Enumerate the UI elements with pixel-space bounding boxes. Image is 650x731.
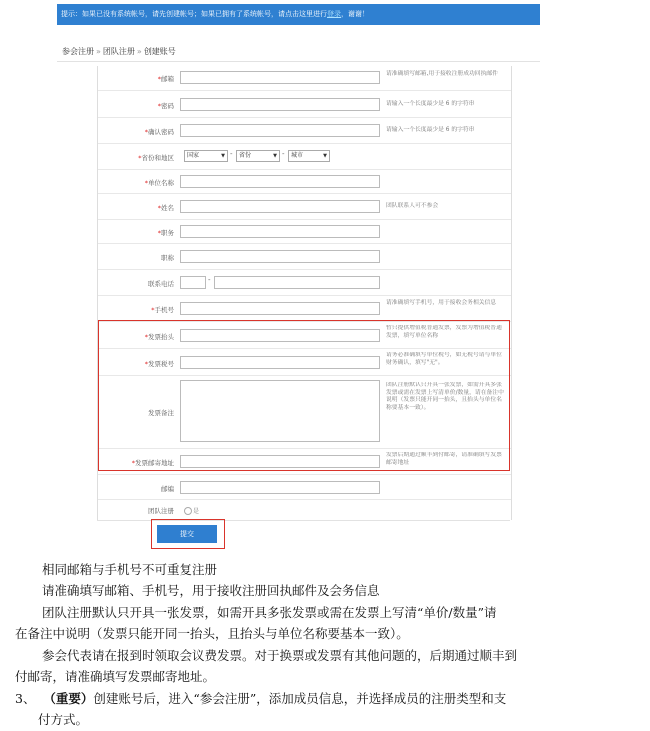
name-hint: 团队联系人可不参会 [386,203,439,209]
form-row-mobile: *手机号 请准确填写手机号，用于接收会务相关信息 [98,296,511,322]
confirm-password-label: 确认密码 [148,128,174,136]
paragraph-4: 参会代表请在报到时领取会议费发票。对于换票或发票有其他问题的，后期通过顺丰到 [42,648,518,663]
step-3 [15,689,506,708]
name-field[interactable] [180,200,380,213]
name-label: 姓名 [161,204,174,212]
login-link[interactable]: 登录 [327,10,341,18]
mailing-address-label: 发票邮寄地址 [135,459,174,467]
email-hint: 请准确填写邮箱,用于接收注册成功回执邮件 [386,71,498,77]
team-register-label: 团队注册 [148,507,174,515]
form-row-password: *密码 请输入一个长度最少是 6 的字符串 [98,91,511,118]
chevron-down-icon: ▼ [323,153,327,159]
breadcrumb-divider [57,61,540,62]
region-label: 省份和地区 [141,154,174,162]
form-row-tax-id: *发票税号 请务必准确填写单位税号，如无税号请与单位财务确认，填写"无"。 [98,349,511,376]
chevron-down-icon: ▼ [221,153,225,159]
postcode-label: 邮编 [161,485,174,493]
paragraph-2: 请准确填写邮箱、手机号，用于接收注册回执邮件及会务信息 [42,583,380,598]
form-row-mailing-address: *发票邮寄地址 发票后期通过顺丰到付邮寄，请准确填写发票邮寄地址 [98,449,511,475]
city-select[interactable]: 城市 ▼ [288,150,330,162]
submit-button[interactable]: 提交 [157,525,217,543]
form-row-name: *姓名 团队联系人可不参会 [98,194,511,220]
step-number: 3、 [15,691,36,706]
form-row-organization: *单位名称 [98,170,511,194]
form-row-invoice-title: *发票抬头 暂只提供增值税普通发票，发票为增值税普通发票，填写单位名称 [98,322,511,349]
step-3-cont: 付方式。 [38,712,89,727]
team-register-radio-label: 是 [193,508,200,515]
paragraph-3: 团队注册默认只开具一张发票，如需开具多张发票或需在发票上写清“单价/数量”请 [42,605,497,620]
paragraph-4-cont: 付邮寄，请准确填写发票邮寄地址。 [15,669,216,684]
position-field[interactable] [180,225,380,238]
mobile-hint: 请准确填写手机号，用于接收会务相关信息 [386,300,497,306]
password-field[interactable] [180,98,380,111]
form-row-postcode [98,475,511,500]
email-field[interactable] [180,71,380,84]
paragraph-3-cont: 在备注中说明（发票只能开同一抬头，且抬头与单位名称要基本一致）。 [15,626,409,641]
form-row-region: *省份和地区 国家 ▼ - 省份 ▼ - 城市 ▼ [98,144,511,170]
form-row-confirm-password: *确认密码 请输入一个长度最少是 6 的字符串 [98,118,511,144]
breadcrumb-item-register[interactable]: 参会注册 [62,47,94,56]
organization-label: 单位名称 [148,179,174,187]
postcode-field[interactable] [180,481,380,494]
organization-field[interactable] [180,175,380,188]
invoice-title-hint: 暂只提供增值税普通发票，发票为增值税普通发票，填写单位名称 [386,325,502,339]
notice-tail: ，谢谢！ [341,10,369,18]
notice-text: 提示：如果已没有系统帐号，请先创建帐号；如果已拥有了系统帐号，请点击这里进行 [61,10,327,18]
chevron-down-icon: ▼ [273,153,277,159]
invoice-title-label: 发票抬头 [148,333,174,341]
breadcrumb-item-create-account[interactable]: 创建账号 [143,47,176,56]
title-label: 职称 [161,254,174,262]
form-row-team-register [98,500,511,520]
breadcrumb-item-team[interactable]: 团队注册 [102,47,135,56]
phone-label: 联系电话 [148,280,174,288]
step-emphasis: （重要） [43,691,94,706]
country-select[interactable]: 国家 ▼ [184,150,228,162]
confirm-password-hint: 请输入一个长度最少是 6 的字符串 [386,127,475,133]
invoice-section-highlight [98,320,510,471]
confirm-password-field[interactable] [180,124,380,137]
invoice-note-label: 发票备注 [148,409,174,417]
password-hint: 请输入一个长度最少是 6 的字符串 [386,101,475,107]
notice-bar [57,4,540,25]
title-field[interactable] [180,250,380,263]
breadcrumb: 参会注册 » 团队注册 » 创建账号 [62,47,176,56]
invoice-note-hint: 团队注册默认只开具一张发票，如需开具多张发票或需在发票上写清单价/数量，请在备注中说明（发票只能开同一抬头，且抬头与单位名称要基本一致）。 [386,382,504,411]
form-row-position: *职务 [98,220,511,244]
province-select[interactable]: 省份 ▼ [236,150,280,162]
mobile-field[interactable] [180,302,380,315]
position-label: 职务 [161,229,174,237]
password-label: 密码 [161,102,174,110]
tax-id-hint: 请务必准确填写单位税号，如无税号请与单位财务确认，填写"无"。 [386,352,502,366]
mailing-address-hint: 发票后期通过顺丰到付邮寄，请准确填写发票邮寄地址 [386,452,502,466]
phone-number-field[interactable] [214,276,380,289]
paragraph-1: 相同邮箱与手机号不可重复注册 [42,562,218,577]
email-label: 邮箱 [161,75,174,83]
step-text: 创建账号后，进入“参会注册”，添加成员信息，并选择成员的注册类型和支 [93,691,507,706]
tax-id-label: 发票税号 [148,360,174,368]
form-row-phone: 联系电话 - [98,270,511,296]
form-row-title [98,244,511,270]
form-row-email: *邮箱 请准确填写邮箱,用于接收注册成功回执邮件 [98,66,511,91]
mobile-label: 手机号 [154,306,174,314]
team-register-radio[interactable] [184,507,192,515]
phone-area-code-field[interactable] [180,276,206,289]
